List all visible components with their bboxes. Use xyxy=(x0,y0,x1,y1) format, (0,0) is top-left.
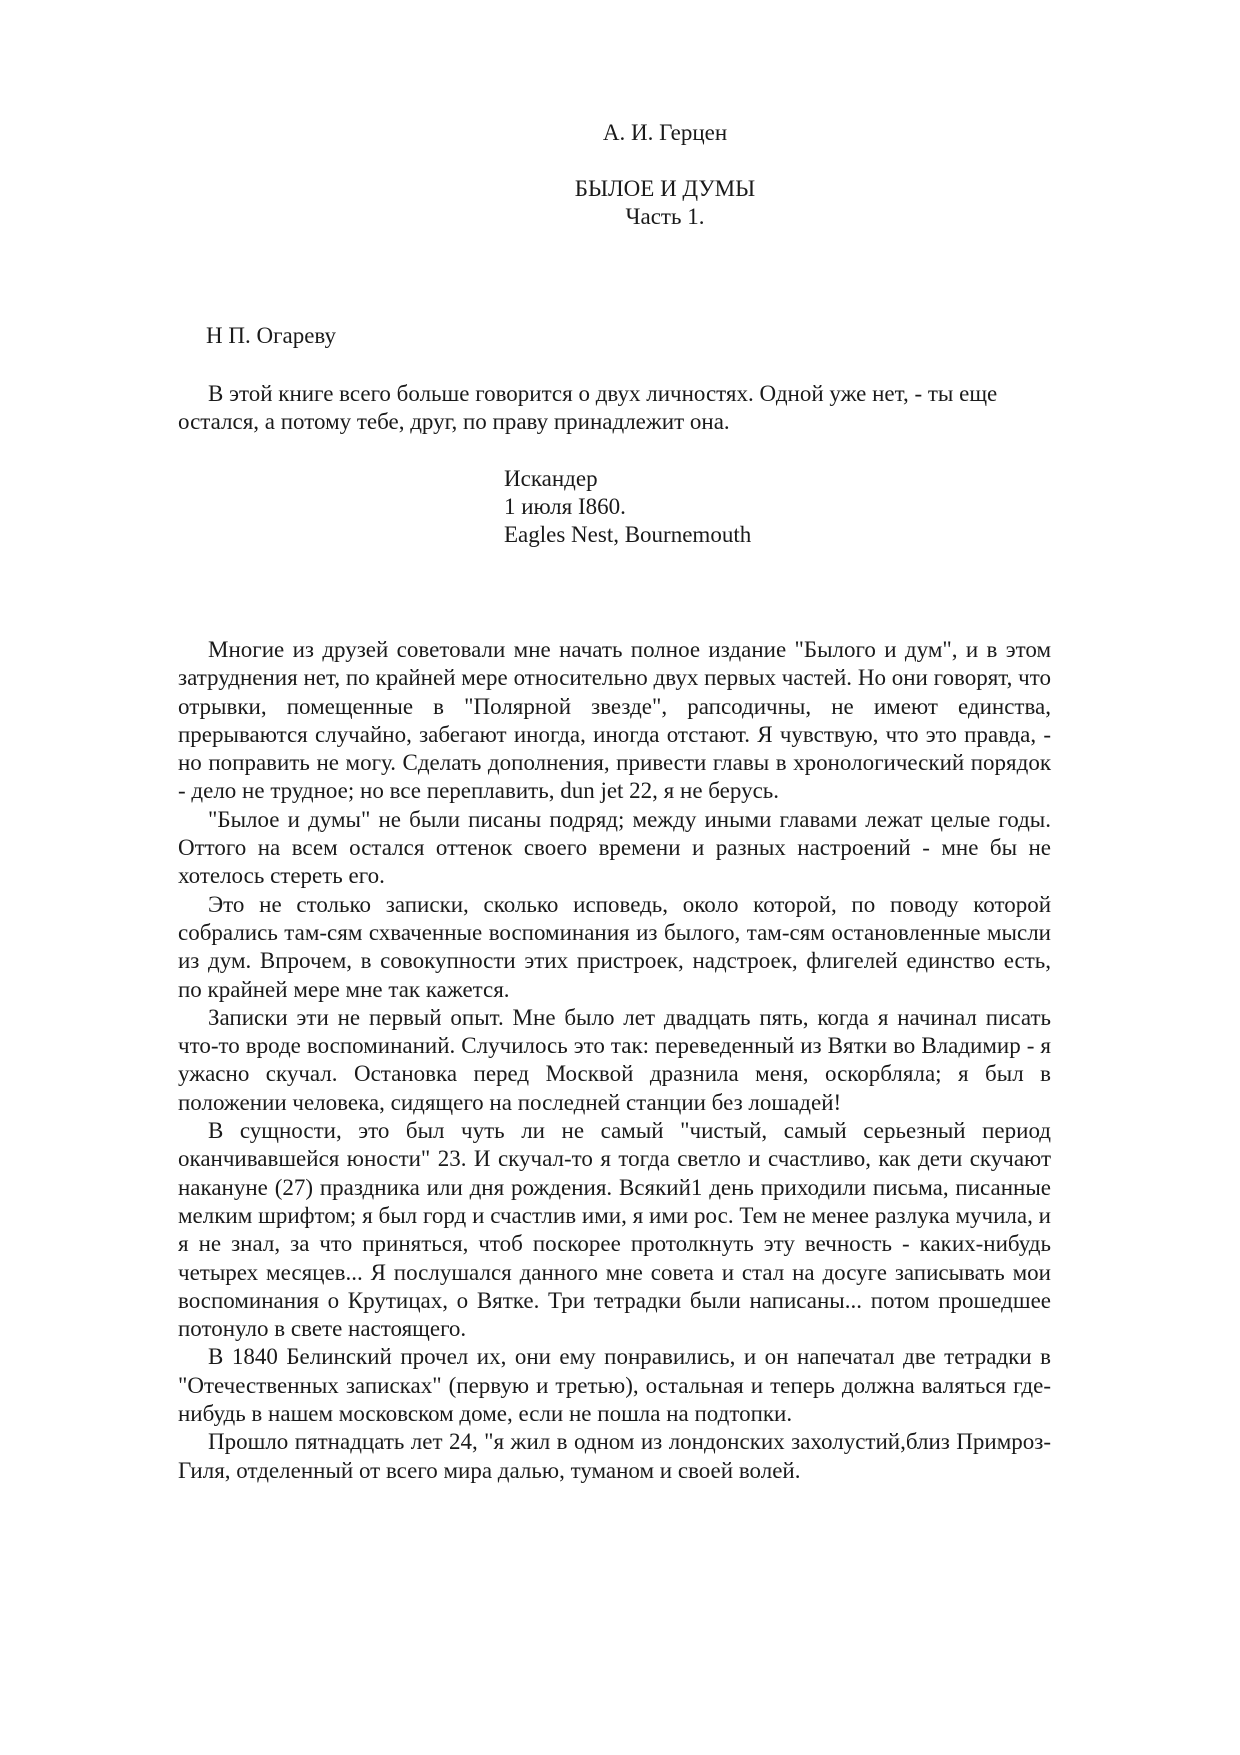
signature-block xyxy=(504,465,751,549)
signature-name: Искандер xyxy=(504,466,598,491)
signature-place: Eagles Nest, Bournemouth xyxy=(504,522,752,547)
paragraph: В сущности, это был чуть ли не самый "чистый, самый серьезный период оканчивавшейся юности" 23. И скучал-то я тогда светло и счастливо, как дети скучают накануне (27) праздника или дня рождения. Всякий1 день приходили письма, писанные мелким шрифтом; я был горд и счастлив ими, я ими рос. Тем не менее разлука мучила, и я не знал, за что приняться, чтоб поскорее протолкнуть эту вечность - каких-нибудь четырех месяцев... Я послушался данного мне совета и стал на досуге записывать мои воспоминания о Крутицах, о Вятке. Три тетрадки были написаны... потом прошедшее потонуло в свете настоящего. xyxy=(178,1118,1051,1342)
signature-date: 1 июля I860. xyxy=(504,494,626,519)
paragraph: Многие из друзей советовали мне начать полное издание "Былого и дум", и в этом затруднения нет, по крайней мере относительно двух первых частей. Но они говорят, что отрывки, помещенные в "Полярной звезде", рапсодичны, не имеют единства, прерываются случайно, забегают иногда, иногда отстают. Я чувствую, что это правда, - но поправить не могу. Сделать дополнения, привести главы в хронологический порядок - дело не трудное; но все переплавить, dun jet 22, я не берусь. xyxy=(178,637,1051,804)
paragraph: Это не столько записки, сколько исповедь, около которой, по поводу которой собрались там-сям схваченные воспоминания из былого, там-сям остановленные мысли из дум. Впрочем, в совокупности этих пристроек, надстроек, флигелей единство есть, по крайней мере мне так кажется. xyxy=(178,891,1051,1002)
paragraph: Записки эти не первый опыт. Мне было лет двадцать пять, когда я начинал писать что-то вроде воспоминаний. Случилось это так: переведенный из Вятки во Владимир - я ужасно скучал. Остановка перед Москвой дразнила меня, оскорбляла; я был в положении человека, сидящего на последней станции без лошадей! xyxy=(178,1004,1051,1115)
body-text xyxy=(178,636,1051,1485)
dedication-text: В этой книге всего больше говорится о двух личностях. Одной уже нет, - ты еще остался, а потому тебе, друг, по праву принадлежит она. xyxy=(178,381,998,434)
author-name: А. И. Герцен xyxy=(602,120,728,145)
paragraph: В 1840 Белинский прочел их, они ему понравились, и он напечатал две тетрадки в "Отечественных записках" (первую и третью), остальная и теперь должна валяться где-нибудь в нашем московском доме, если не пошла на подтопки. xyxy=(178,1344,1051,1427)
dedication-recipient: Н П. Огареву xyxy=(206,323,337,348)
paragraph: "Былое и думы" не были писаны подряд; между иными главами лежат целые годы. Оттого на всем остался оттенок своего времени и разных настроений - мне бы не хотелось стереть его. xyxy=(178,806,1051,889)
title-block xyxy=(0,175,1240,231)
book-title: БЫЛОЕ И ДУМЫ xyxy=(574,176,756,201)
paragraph: Прошло пятнадцать лет 24, "я жил в одном из лондонских захолустий,близ Примроз-Гиля, отделенный от всего мира далью, туманом и своей волей. xyxy=(178,1429,1051,1483)
part-label: Часть 1. xyxy=(625,204,705,229)
dedication xyxy=(178,380,1048,436)
